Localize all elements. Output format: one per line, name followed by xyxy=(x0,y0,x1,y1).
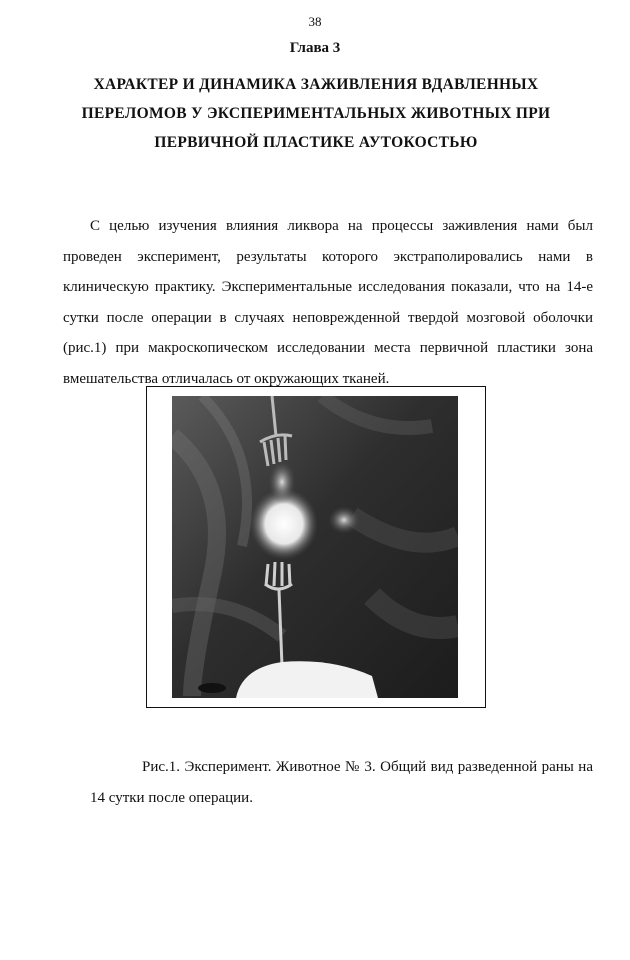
page-number: 38 xyxy=(308,14,322,29)
body-paragraph: С целью изучения влияния ликвора на процессы заживления нами был проведен эксперимент, результаты которого экстраполировались нами в клиническую практику. Экспериментальные исследования показали, что на 14-е сутки после операции в случаях неповрежденной твердой мозговой оболочки (рис.1) при макроскопическом исследовании места первичной пластики зона вмешательства отличалась от окружающих тканей. xyxy=(63,218,593,387)
chapter-title-line-1: ХАРАКТЕР И ДИНАМИКА ЗАЖИВЛЕНИЯ ВДАВЛЕННЫХ xyxy=(93,76,539,93)
figure-frame xyxy=(146,386,486,708)
figure-photo xyxy=(172,396,458,698)
figure-caption: Рис.1. Эксперимент. Животное № 3. Общий вид разведенной раны на 14 сутки после операции. xyxy=(90,759,593,806)
chapter-title xyxy=(40,70,592,157)
chapter-title-line-3: ПЕРВИЧНОЙ ПЛАСТИКЕ АУТОКОСТЬЮ xyxy=(154,134,478,151)
chapter-heading: Глава 3 xyxy=(289,40,341,56)
chapter-title-line-2: ПЕРЕЛОМОВ У ЭКСПЕРИМЕНТАЛЬНЫХ ЖИВОТНЫХ ПРИ xyxy=(81,105,551,122)
wound-photo-illustration xyxy=(172,396,458,698)
